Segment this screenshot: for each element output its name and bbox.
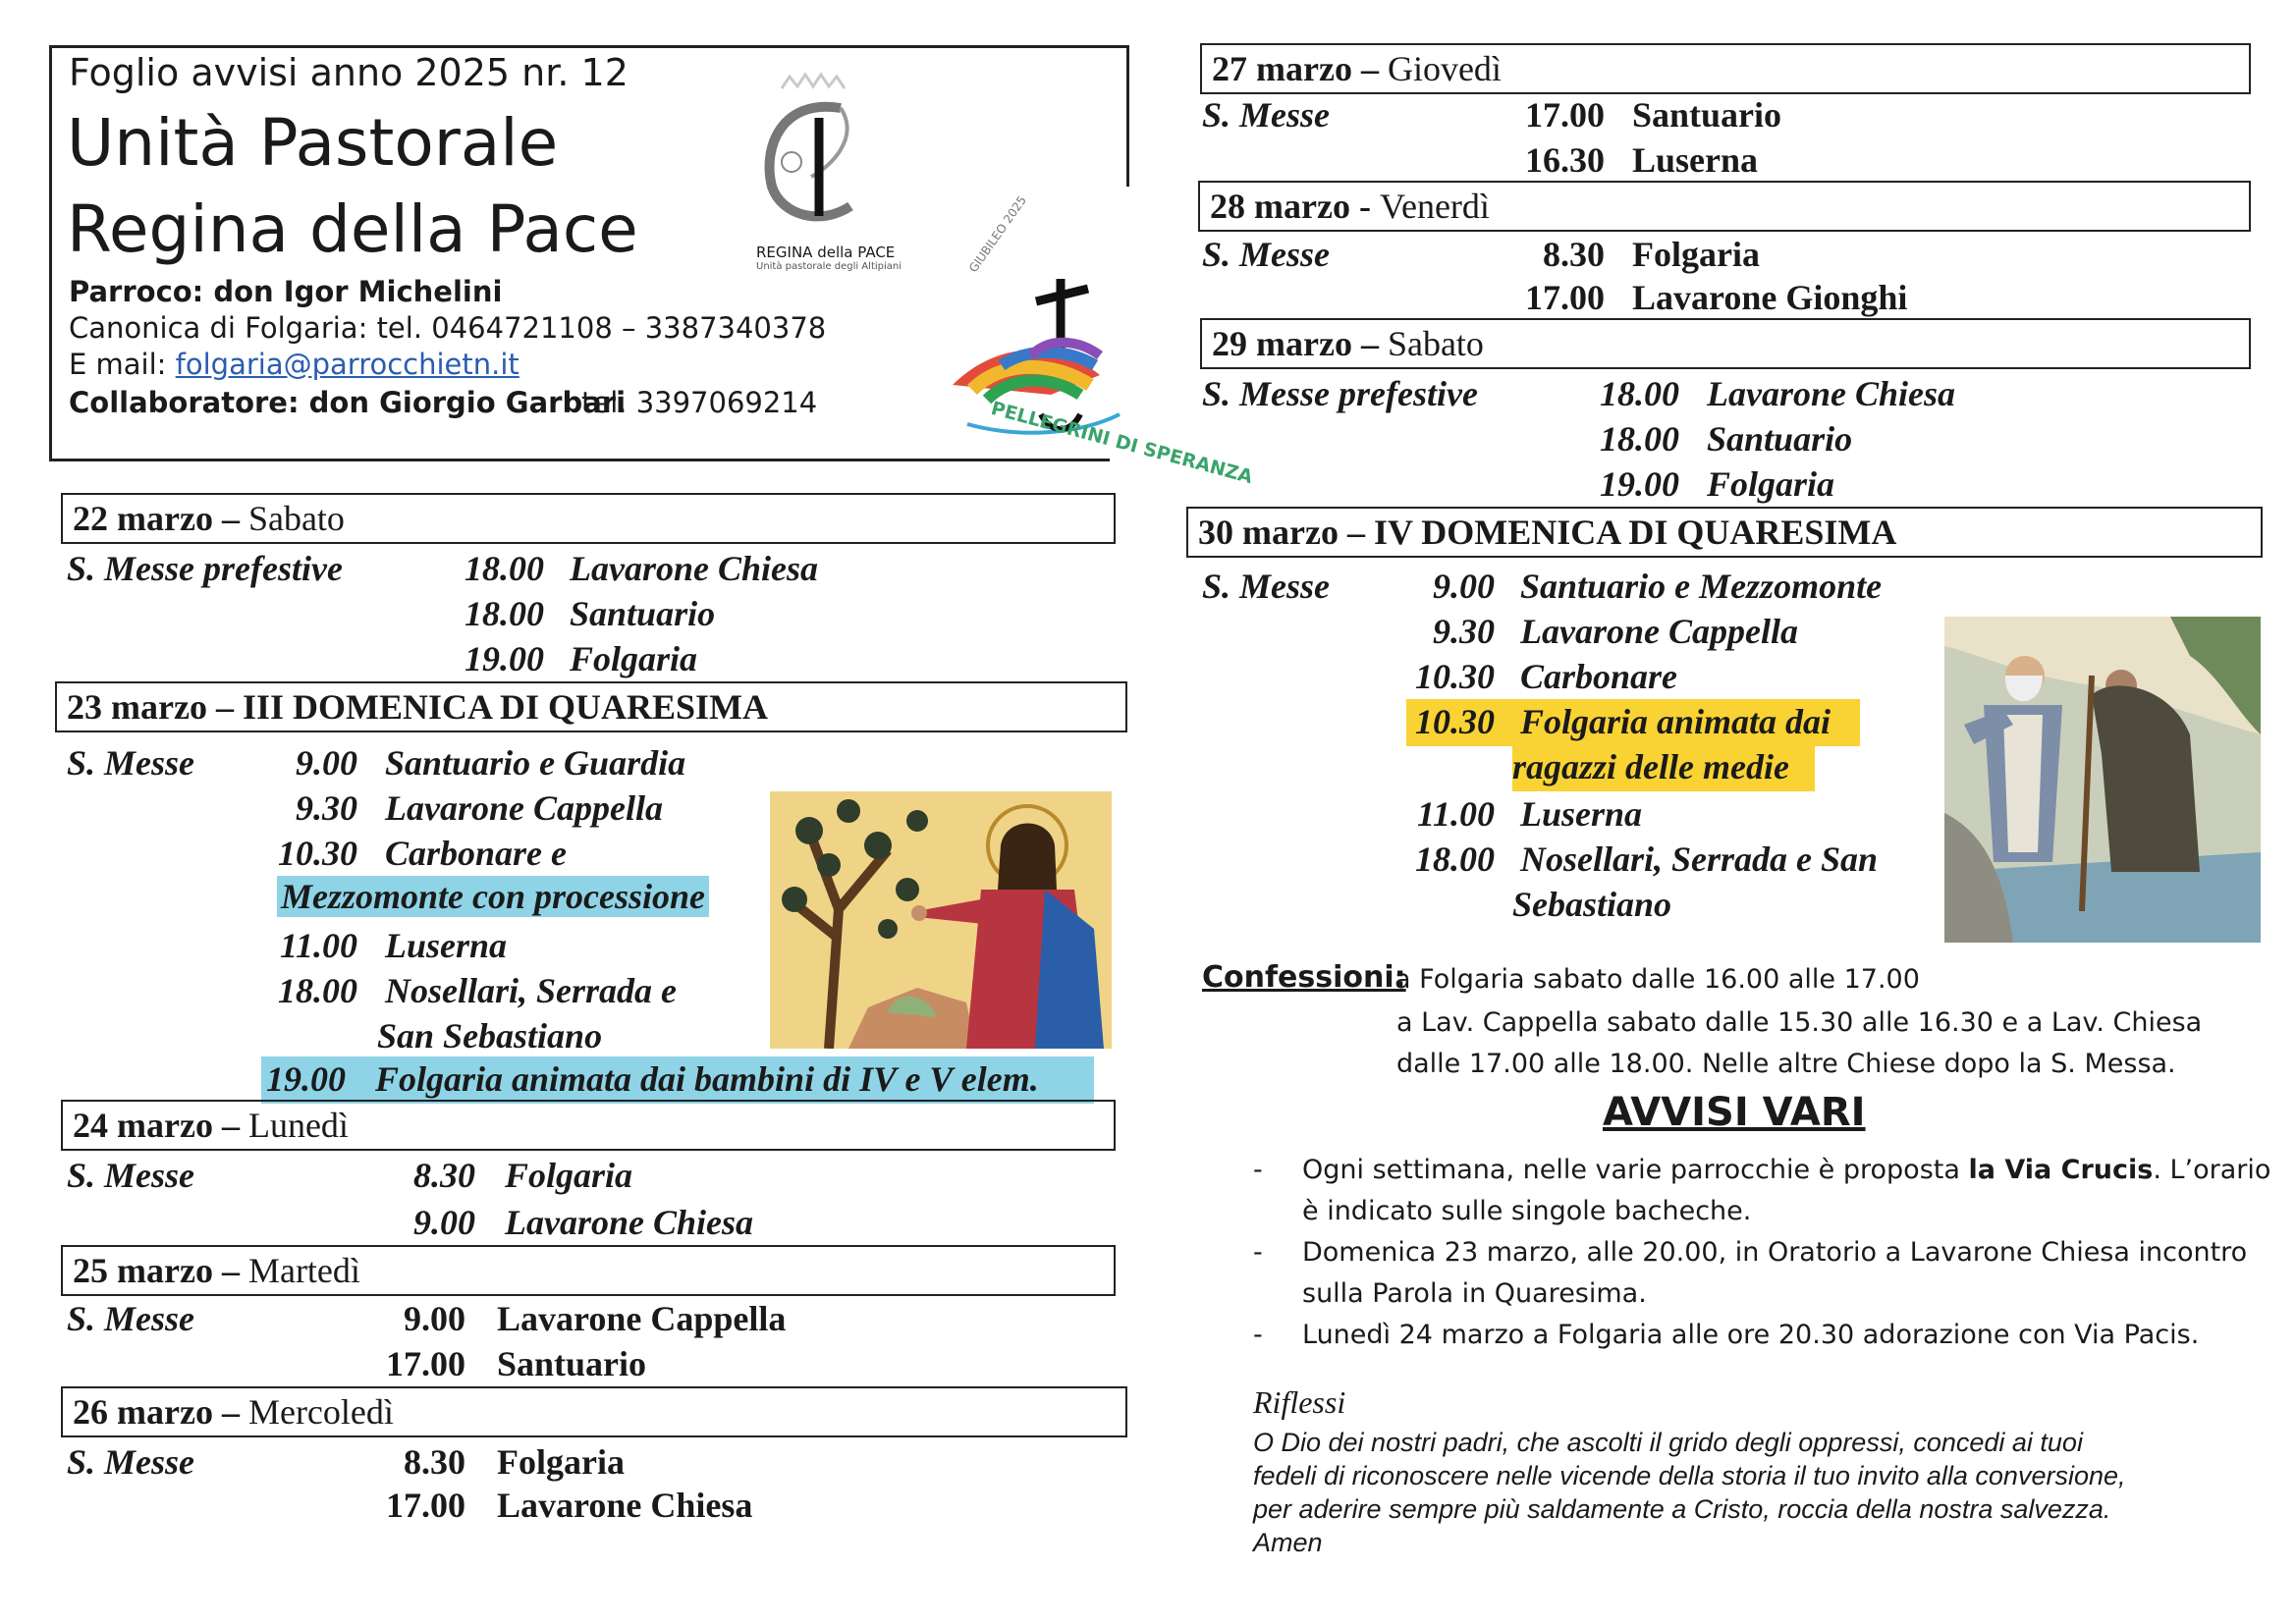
- mass-place: Lavarone Chiesa: [505, 1203, 754, 1242]
- riflessi-text: [1253, 1426, 2126, 1559]
- mass-place: Folgaria animata dai bambini di IV e V elem.: [375, 1059, 1039, 1099]
- mass-time: 9.00: [1433, 567, 1495, 606]
- jubilee-caption-bottom: PELLEGRINI DI SPERANZA: [988, 397, 1255, 489]
- email-label: E mail:: [69, 348, 176, 381]
- mass-time: 18.00: [1600, 374, 1679, 413]
- mass-place: Lavarone Cappella: [1520, 612, 1798, 651]
- parroco-line: Parroco: don Igor Michelini: [69, 275, 503, 308]
- day-sep: –: [212, 499, 248, 538]
- day-bar-27-marzo: [1200, 43, 2251, 94]
- day-bar-24-marzo: [61, 1100, 1116, 1151]
- mass-place: ragazzi delle medie: [1512, 747, 1789, 786]
- mass-time: 9.00: [296, 743, 357, 783]
- collaboratore-line: Collaboratore: don Giorgio Garbari: [69, 386, 627, 419]
- day-sep: –: [1338, 513, 1374, 552]
- mass-label: S. Messe: [67, 1299, 195, 1338]
- mass-time: 11.00: [279, 926, 357, 965]
- day-name: Sabato: [247, 499, 345, 538]
- day-name: III DOMENICA DI QUARESIMA: [242, 687, 769, 727]
- day-date: 24 marzo: [73, 1106, 213, 1145]
- page-title-line1: Unità Pastorale: [67, 105, 559, 181]
- issue-number: Foglio avvisi anno 2025 nr. 12: [69, 51, 629, 94]
- day-date: 22 marzo: [73, 499, 213, 538]
- day-sep: –: [212, 1392, 248, 1432]
- avvisi-title: AVVISI VARI: [1603, 1090, 1866, 1135]
- mass-label: S. Messe prefestive: [1202, 374, 1478, 413]
- day-name: Mercoledì: [247, 1392, 394, 1432]
- bullet-dash: -: [1253, 1237, 1263, 1268]
- confessioni-line3: dalle 17.00 alle 18.00. Nelle altre Chiese dopo la S. Messa.: [1396, 1049, 2176, 1079]
- mass-time: 9.00: [413, 1203, 475, 1242]
- mass-place: Luserna: [1520, 794, 1643, 834]
- mass-place: Folgaria: [570, 639, 698, 678]
- mass-place: Lavarone Gionghi: [1632, 278, 1908, 317]
- day-sep: –: [206, 687, 243, 727]
- day-date: 28 marzo: [1210, 187, 1350, 226]
- avviso-item-2-cont: sulla Parola in Quaresima.: [1302, 1278, 1647, 1309]
- day-sep: –: [212, 1106, 248, 1145]
- mass-time: 10.30: [1415, 657, 1495, 696]
- mass-label: S. Messe: [1202, 235, 1331, 274]
- mass-time: 9.00: [404, 1299, 465, 1338]
- mass-label: S. Messe: [67, 743, 195, 783]
- day-name: Lunedì: [247, 1106, 349, 1145]
- day-bar-26-marzo: [61, 1386, 1127, 1437]
- riflessi-line: per aderire sempre più saldamente a Cristo, roccia della nostra salvezza.: [1253, 1494, 2111, 1524]
- bullet-dash: -: [1253, 1155, 1263, 1185]
- mass-time: 9.30: [296, 788, 357, 828]
- mass-place: Luserna: [1632, 140, 1759, 180]
- mass-place: Nosellari, Serrada e San: [1520, 839, 1879, 879]
- mass-place: Santuario: [497, 1344, 647, 1383]
- jesus-preaching-image: [770, 791, 1112, 1049]
- logo-subcaption: Unità pastorale degli Altipiani: [756, 261, 902, 272]
- mass-time: 18.00: [465, 549, 544, 588]
- email-link[interactable]: folgaria@parrocchietn.it: [175, 348, 519, 381]
- day-name: Sabato: [1387, 324, 1484, 363]
- collaboratore-tel: tel. 3397069214: [581, 386, 818, 419]
- day-bar-28-marzo: [1198, 181, 2251, 232]
- avviso-text: Ogni settimana, nelle varie parrocchie è proposta: [1302, 1155, 1969, 1185]
- mass-time: 19.00: [266, 1059, 346, 1099]
- mass-label: S. Messe: [67, 1442, 195, 1482]
- mass-place: Santuario: [570, 594, 716, 633]
- day-sep: –: [212, 1251, 248, 1290]
- mass-place: Lavarone Chiesa: [1707, 374, 1956, 413]
- page-title-line2: Regina della Pace: [67, 191, 638, 267]
- day-name: Giovedì: [1387, 49, 1502, 88]
- mass-place: Luserna: [385, 926, 508, 965]
- prophets-illustration: [1944, 617, 2261, 943]
- riflessi-title: Riflessi: [1253, 1384, 1346, 1420]
- avviso-item-1-cont: è indicato sulle singole bacheche.: [1302, 1196, 1752, 1226]
- day-sep: –: [1351, 49, 1388, 88]
- mass-time: 19.00: [465, 639, 544, 678]
- mass-time: 10.30: [1415, 702, 1495, 741]
- mass-time: 8.30: [1543, 235, 1605, 274]
- mass-place: Nosellari, Serrada e: [385, 971, 677, 1010]
- mass-time: 9.30: [1433, 612, 1495, 651]
- day-date: 25 marzo: [73, 1251, 213, 1290]
- confessioni-line2: a Lav. Cappella sabato dalle 15.30 alle 16.30 e a Lav. Chiesa: [1396, 1007, 2203, 1038]
- mass-place: Santuario: [1632, 95, 1782, 135]
- day-bar-30-marzo: [1186, 507, 2263, 558]
- day-name: Martedì: [247, 1251, 360, 1290]
- avviso-item-3: Lunedì 24 marzo a Folgaria alle ore 20.30 adorazione con Via Pacis.: [1302, 1320, 2200, 1350]
- mass-place: Lavarone Cappella: [497, 1299, 787, 1338]
- jubilee-logo: [933, 193, 1255, 489]
- mass-place: Folgaria: [1707, 464, 1835, 504]
- day-sep: -: [1349, 187, 1380, 226]
- mass-place: Lavarone Cappella: [385, 788, 663, 828]
- confessioni-label: Confessioni:: [1202, 960, 1406, 995]
- mass-place: San Sebastiano: [377, 1016, 603, 1056]
- jesus-illustration: [770, 791, 1112, 1049]
- mass-time: 8.30: [413, 1156, 475, 1195]
- mass-label: S. Messe: [67, 1156, 195, 1195]
- prophets-image: [1944, 617, 2261, 943]
- mass-place: Sebastiano: [1512, 885, 1672, 924]
- mass-time: 18.00: [278, 971, 357, 1010]
- mass-label: S. Messe prefestive: [67, 549, 343, 588]
- mass-time: 18.00: [465, 594, 544, 633]
- regina-della-pace-logo: [742, 69, 902, 272]
- day-name: IV DOMENICA DI QUARESIMA: [1373, 513, 1897, 552]
- mass-place: Folgaria: [497, 1442, 625, 1482]
- mass-time: 17.00: [1525, 278, 1605, 317]
- day-date: 30 marzo: [1198, 513, 1339, 552]
- logo-caption: REGINA della PACE: [756, 244, 896, 261]
- avviso-text: . L’orario: [2153, 1155, 2271, 1185]
- canonica-line: Canonica di Folgaria: tel. 0464721108 – 3387340378: [69, 311, 827, 345]
- day-sep: –: [1351, 324, 1388, 363]
- day-bar-29-marzo: [1200, 318, 2251, 369]
- mass-label: S. Messe: [1202, 567, 1331, 606]
- jubilee-caption-top: GIUBILEO 2025: [966, 193, 1029, 276]
- mass-time: 19.00: [1600, 464, 1679, 504]
- mass-time: 17.00: [1525, 95, 1605, 135]
- day-date: 26 marzo: [73, 1392, 213, 1432]
- day-date: 23 marzo: [67, 687, 207, 727]
- mass-place: Santuario: [1707, 419, 1853, 459]
- mass-place: Folgaria animata dai: [1520, 702, 1831, 741]
- mass-place: Lavarone Chiesa: [497, 1486, 753, 1525]
- riflessi-line: fedeli di riconoscere nelle vicende della storia il tuo invito alla conversione,: [1253, 1461, 2126, 1490]
- riflessi-line: Amen: [1253, 1528, 1323, 1557]
- mass-place: Carbonare: [1520, 657, 1678, 696]
- regina-logo-graphic: [742, 69, 900, 255]
- mass-time: 18.00: [1415, 839, 1495, 879]
- riflessi-line: O Dio dei nostri padri, che ascolti il grido degli oppressi, concedi ai tuoi: [1253, 1428, 2083, 1457]
- day-name: Venerdì: [1379, 187, 1490, 226]
- day-bar-23-marzo: [55, 681, 1127, 732]
- mass-place: Lavarone Chiesa: [570, 549, 819, 588]
- mass-label: S. Messe: [1202, 95, 1331, 135]
- mass-place: Santuario e Guardia: [385, 743, 686, 783]
- mass-place: Santuario e Mezzomonte: [1520, 567, 1883, 606]
- mass-time: 17.00: [386, 1344, 465, 1383]
- confessioni-line1: a Folgaria sabato dalle 16.00 alle 17.00: [1394, 964, 1920, 995]
- mass-place: Carbonare e: [385, 834, 568, 873]
- mass-place: Folgaria: [505, 1156, 633, 1195]
- avviso-bold-text: la Via Crucis: [1968, 1155, 2154, 1185]
- mass-place: Folgaria: [1632, 235, 1760, 274]
- mass-time: 10.30: [278, 834, 357, 873]
- mass-time: 8.30: [404, 1442, 465, 1482]
- mass-time: 17.00: [386, 1486, 465, 1525]
- mass-time: 16.30: [1525, 140, 1605, 180]
- day-date: 29 marzo: [1212, 324, 1352, 363]
- day-bar-25-marzo: [61, 1245, 1116, 1296]
- day-bar-22-marzo: [61, 493, 1116, 544]
- avviso-item-1: [1302, 1155, 2270, 1185]
- mass-time: 18.00: [1600, 419, 1679, 459]
- bullet-dash: -: [1253, 1320, 1263, 1350]
- mass-time: 11.00: [1416, 794, 1495, 834]
- day-date: 27 marzo: [1212, 49, 1352, 88]
- mass-place-highlighted: Mezzomonte con processione: [277, 876, 709, 917]
- email-line: [69, 348, 519, 381]
- avviso-item-2: Domenica 23 marzo, alle 20.00, in Oratorio a Lavarone Chiesa incontro: [1302, 1237, 2248, 1268]
